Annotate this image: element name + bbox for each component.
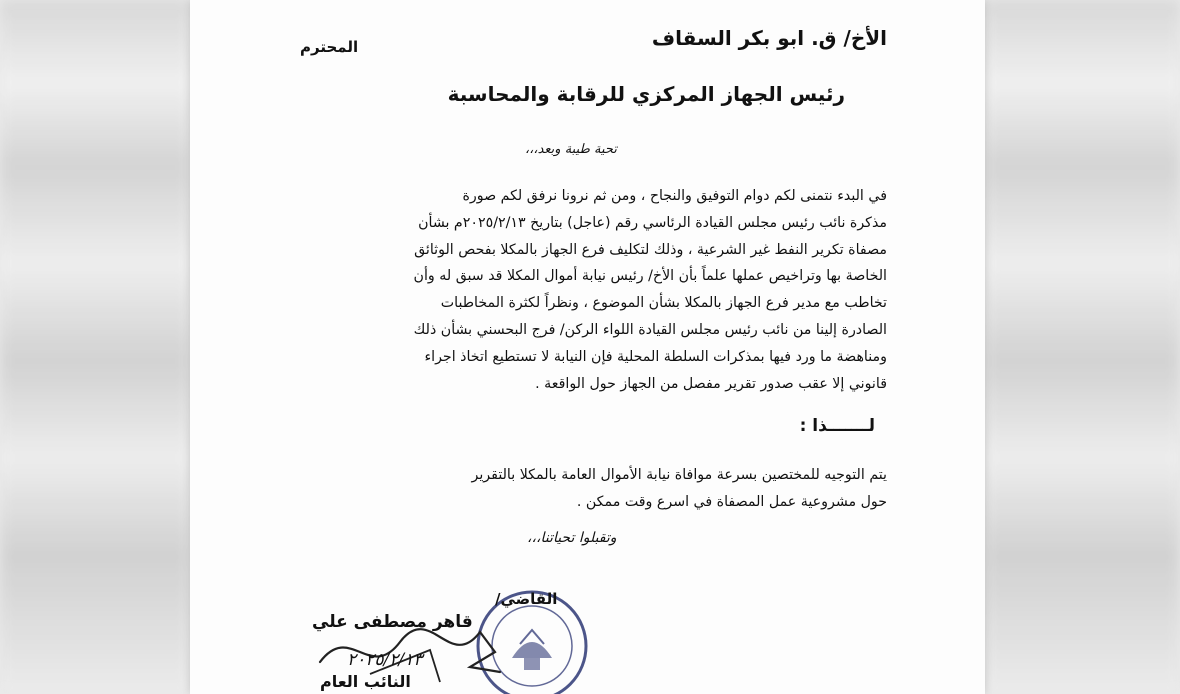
directive-paragraph — [287, 462, 887, 516]
signatory-title: القاضي/ — [495, 590, 558, 608]
signatory-role: النائب العام — [320, 672, 411, 691]
directive-line: حول مشروعية عمل المصفاة في اسرع وقت ممكن . — [576, 494, 887, 510]
addressee: الأخ/ ق. ابو بكر السقاف — [651, 26, 887, 50]
body-line: قانوني إلا عقب صدور تقرير مفصل من الجهاز حول الواقعة . — [535, 375, 887, 392]
closing-salutation: وتقبلوا تحياتنا،،، — [527, 530, 617, 546]
body-line: مذكرة نائب رئيس مجلس القيادة الرئاسي رقم (عاجل) بتاريخ ٢٠٢٥/٢/١٣م بشأن — [418, 214, 887, 231]
body-line: تخاطب مع مدير فرع الجهاز بالمكلا بشأن الموضوع ، ونظراً لكثرة المخاطبات — [440, 295, 887, 312]
letter-body — [287, 183, 887, 397]
body-line: ومناهضة ما ورد فيها بمذكرات السلطة المحلية فإن النيابة لا تستطيع اتخاذ اجراء — [424, 348, 887, 365]
body-line: مصفاة تكرير النفط غير الشرعية ، وذلك لتكليف فرع الجهاز بالمكلا بفحص الوثائق — [414, 241, 887, 258]
body-line: الخاصة بها وتراخيص عملها علماً بأن الأخ/ رئيس نيابة أموال المكلا قد سبق له وأن — [413, 268, 887, 285]
signatory-name: قاهر مصطفى علي — [312, 612, 473, 632]
blurred-background-left — [0, 0, 190, 694]
body-line: الصادرة إلينا من نائب رئيس مجلس القيادة اللواء الركن/ فرج البحسني بشأن ذلك — [413, 321, 887, 338]
therefore-heading: لـــــــذا : — [799, 416, 875, 436]
blurred-background-right — [985, 0, 1180, 694]
signature-date: ٢٠٢٥/٢/١٣ — [347, 650, 423, 670]
honorific: المحترم — [300, 38, 359, 56]
letter-page — [190, 0, 985, 694]
addressee-position: رئيس الجهاز المركزي للرقابة والمحاسبة — [447, 82, 845, 106]
body-line: في البدء نتمنى لكم دوام التوفيق والنجاح ، ومن ثم نرونا نرفق لكم صورة — [462, 188, 887, 204]
directive-line: يتم التوجيه للمختصين بسرعة موافاة نيابة الأموال العامة بالمكلا بالتقرير — [471, 467, 887, 483]
greeting: تحية طيبة وبعد،،، — [525, 142, 617, 157]
